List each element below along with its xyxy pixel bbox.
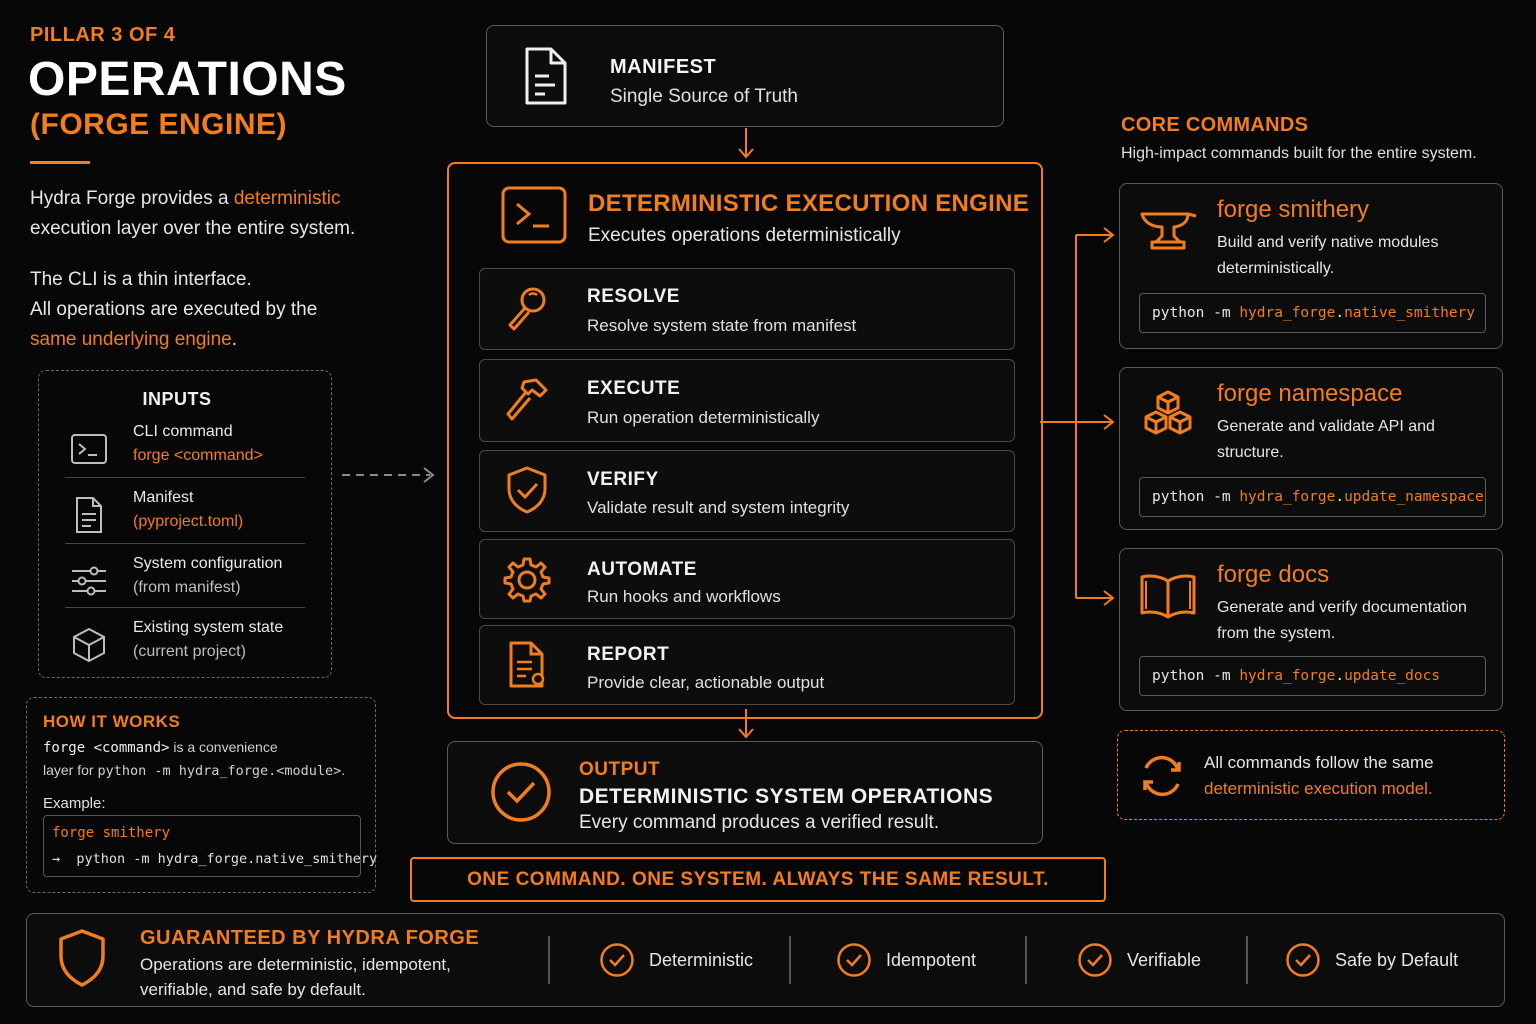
- anvil-icon: [1138, 206, 1198, 256]
- page-subtitle: (FORGE ENGINE): [30, 108, 288, 141]
- inputs-divider: [65, 477, 305, 478]
- command-card-smithery: [1119, 183, 1503, 349]
- shield-icon: [57, 928, 107, 988]
- cube-icon: [69, 625, 109, 665]
- command-desc: Generate and validate API and structure.: [1217, 418, 1435, 461]
- intro-line-3: The CLI is a thin interface.: [30, 269, 252, 290]
- output-title: DETERMINISTIC SYSTEM OPERATIONS: [579, 785, 994, 808]
- command-name: forge docs: [1217, 561, 1330, 588]
- inputs-title: INPUTS: [142, 389, 212, 409]
- report-icon: [502, 640, 552, 690]
- engine-to-commands-connector: [1040, 220, 1120, 610]
- step-resolve: RESOLVE Resolve system state from manifest: [479, 268, 1015, 350]
- feature-divider: [789, 936, 791, 984]
- engine-title: DETERMINISTIC EXECUTION ENGINE: [588, 190, 1030, 217]
- tagline-banner: ONE COMMAND. ONE SYSTEM. ALWAYS THE SAME RESULT.: [410, 857, 1106, 902]
- input-item-state: Existing system state (current project): [65, 619, 307, 683]
- page-title: OPERATIONS: [28, 53, 347, 106]
- magnifier-icon: [502, 283, 552, 333]
- how-it-works-title: HOW IT WORKS: [43, 712, 181, 731]
- inputs-to-engine-arrow: [338, 462, 438, 488]
- engine-subtitle: Executes operations deterministically: [588, 225, 901, 246]
- check-circle-icon: [490, 761, 552, 823]
- step-automate: AUTOMATE Run hooks and workflows: [479, 539, 1015, 619]
- core-commands-subtitle: High-impact commands built for the entire system.: [1121, 145, 1477, 162]
- example-label: Example:: [43, 795, 106, 812]
- terminal-icon: [69, 429, 109, 469]
- step-verify: VERIFY Validate result and system integrity: [479, 450, 1015, 532]
- execution-model-note: [1117, 730, 1505, 820]
- shield-check-icon: [502, 465, 552, 515]
- intro-highlight-deterministic: deterministic: [233, 188, 341, 209]
- input-item-cli: CLI command forge <command>: [65, 423, 307, 487]
- check-circle-icon: [836, 942, 872, 978]
- guarantee-bar: GUARANTEED BY HYDRA FORGE Operations are deterministic, idempotent, verifiable, and safe by default. Deterministic Idempotent Verifiable Safe by Default: [26, 913, 1505, 1007]
- manifest-to-engine-arrow: [734, 128, 758, 162]
- command-name: forge namespace: [1217, 380, 1403, 407]
- manifest-title: MANIFEST: [610, 56, 717, 78]
- command-desc: Build and verify native modules deterministically.: [1217, 234, 1439, 277]
- output-subtitle: Every command produces a verified result.: [579, 812, 940, 833]
- how-it-works-panel: [26, 697, 376, 893]
- manifest-subtitle: Single Source of Truth: [610, 86, 798, 107]
- inputs-divider: [65, 607, 305, 608]
- note-line-2: deterministic execution model.: [1204, 779, 1433, 798]
- pillar-label: PILLAR 3 OF 4: [30, 24, 176, 46]
- note-line-1: All commands follow the same: [1204, 753, 1434, 772]
- step-execute: EXECUTE Run operation deterministically: [479, 359, 1015, 442]
- guarantee-desc-2: verifiable, and safe by default.: [140, 980, 366, 999]
- document-icon: [69, 495, 109, 535]
- input-item-manifest: Manifest (pyproject.toml): [65, 489, 307, 553]
- check-circle-icon: [1077, 942, 1113, 978]
- inputs-divider: [65, 543, 305, 544]
- how-it-works-line-2: layer for python -m hydra_forge.<module>.: [43, 762, 346, 779]
- terminal-icon: [501, 186, 567, 244]
- guarantee-title: GUARANTEED BY HYDRA FORGE: [140, 927, 480, 949]
- example-command: forge smithery: [52, 825, 171, 841]
- feature-divider: [1246, 936, 1248, 984]
- guarantee-desc-1: Operations are deterministic, idempotent,: [140, 955, 451, 974]
- check-circle-icon: [599, 942, 635, 978]
- intro-line-4: All operations are executed by the: [30, 299, 318, 320]
- check-circle-icon: [1285, 942, 1321, 978]
- output-box: [447, 741, 1043, 844]
- command-code[interactable]: python -m hydra_forge.native_smithery: [1139, 293, 1486, 333]
- feature-divider: [1025, 936, 1027, 984]
- command-card-docs: [1119, 548, 1503, 711]
- command-desc: Generate and verify documentation from the system.: [1217, 599, 1467, 642]
- output-label: OUTPUT: [579, 759, 661, 780]
- command-name: forge smithery: [1217, 196, 1370, 223]
- feature-divider: [548, 936, 550, 984]
- core-commands-title: CORE COMMANDS: [1121, 114, 1309, 136]
- command-code[interactable]: python -m hydra_forge.update_docs: [1139, 656, 1486, 696]
- example-expanded: → python -m hydra_forge.native_smithery: [52, 851, 378, 867]
- intro-line-2: execution layer over the entire system.: [30, 218, 356, 239]
- command-card-namespace: [1119, 367, 1503, 530]
- gear-icon: [502, 555, 552, 605]
- intro-line-5: same underlying engine.: [30, 329, 238, 350]
- sliders-icon: [69, 561, 109, 601]
- refresh-icon: [1138, 751, 1186, 801]
- execution-engine-box: [447, 162, 1043, 719]
- intro-highlight-engine: same underlying engine: [30, 329, 232, 350]
- how-it-works-line-1: forge <command> is a convenience: [43, 739, 278, 756]
- manifest-box: [486, 25, 1004, 127]
- inputs-panel: [38, 370, 332, 678]
- step-report: REPORT Provide clear, actionable output: [479, 625, 1015, 705]
- example-code-box: [43, 815, 378, 877]
- blocks-icon: [1138, 390, 1198, 440]
- hammer-icon: [502, 376, 552, 426]
- title-divider: [30, 161, 90, 164]
- command-code[interactable]: python -m hydra_forge.update_namespace: [1139, 477, 1486, 517]
- input-item-config: System configuration (from manifest): [65, 555, 307, 619]
- engine-to-output-arrow: [734, 709, 758, 741]
- intro-line-1: Hydra Forge provides a deterministic: [30, 188, 341, 209]
- book-icon: [1138, 571, 1198, 621]
- document-icon: [521, 46, 571, 106]
